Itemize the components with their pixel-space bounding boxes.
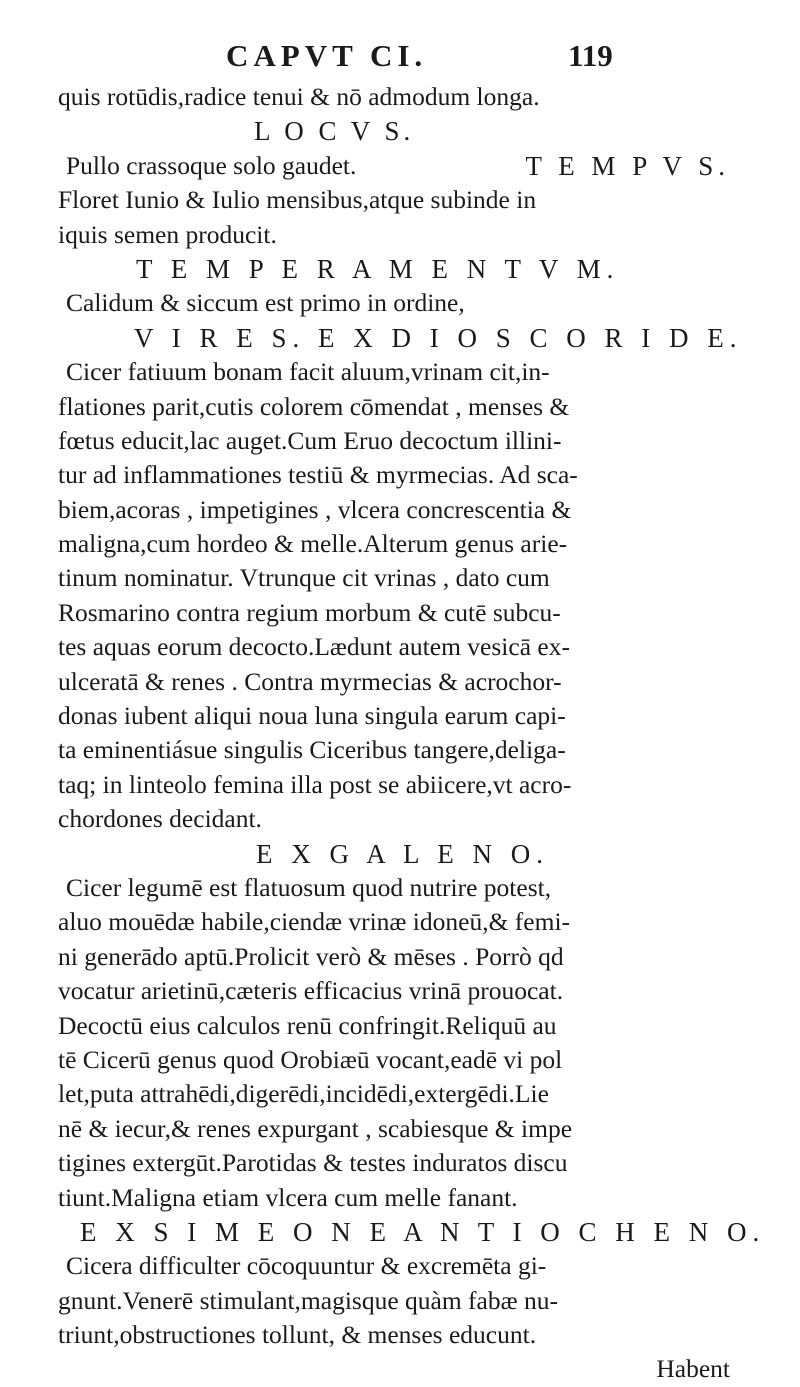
text-line: gnunt.Venerē stimulant,magisque quàm fabæ nu- — [58, 1285, 558, 1315]
section-heading-temperamentum: T E M P E R A M E N T V M. — [136, 253, 620, 284]
section-heading-vires: V I R E S. E X D I O S C O R I D E. — [134, 322, 743, 353]
page-number: 119 — [568, 38, 613, 73]
text-line: vocatur arietinū,cæteris efficacius vrinā prouocat. — [58, 976, 564, 1006]
text-line: maligna,cum hordeo & melle.Alterum genus arie- — [58, 529, 568, 559]
text-line: tes aquas eorum decocto.Lædunt autem vesicā ex- — [58, 632, 570, 662]
section-heading-galeno: E X G A L E N O. — [256, 838, 549, 869]
text-line: taq; in linteolo femina illa post se abiicere,vt acro- — [58, 769, 572, 799]
text-line: Cicer legumē est flatuosum quod nutrire potest, — [66, 872, 552, 902]
text-line: tē Cicerū genus quod Orobiæū vocant,eadē vi pol — [58, 1044, 563, 1074]
text-line: Calidum & siccum est primo in ordine, — [66, 288, 465, 318]
section-heading-simeone: E X S I M E O N E A N T I O C H E N O. — [80, 1216, 766, 1247]
text-line: let,puta attrahēdi,digerēdi,incidēdi,extergēdi.Lie — [58, 1079, 549, 1109]
text-line: Cicera difficulter cōcoquuntur & excremēta gi- — [66, 1251, 547, 1281]
text-line-with-heading — [58, 149, 738, 183]
text-line: tiunt.Maligna etiam vlcera cum melle fanant. — [58, 1182, 518, 1212]
text-line: ta eminentiásue singulis Ciceribus tangere,deliga- — [58, 735, 566, 765]
text-line: quis rotūdis,radice tenui & nō admodum longa. — [58, 82, 540, 111]
text-line: Floret Iunio & Iulio mensibus,atque subinde in — [58, 185, 537, 215]
text-line: tinum nominatur. Vtrunque cit vrinas , dato cum — [58, 563, 550, 593]
text-line: Cicer fatiuum bonam facit aluum,vrinam cit,in- — [66, 357, 550, 387]
body-text — [58, 80, 766, 1387]
text-line: triunt,obstructiones tollunt, & menses educunt. — [58, 1320, 537, 1350]
text-line: aluo mouēdæ habile,ciendæ vrinæ idoneū,& femi- — [58, 907, 571, 937]
section-heading-locus: L O C V S. — [254, 116, 415, 147]
text-line: iquis semen producit. — [58, 219, 277, 249]
text-line: donas iubent aliqui noua luna singula earum capi- — [58, 701, 566, 731]
text-line: tigines extergūt.Parotidas & testes induratos discu — [58, 1148, 568, 1178]
text-line: flationes parit,cutis colorem cōmendat , menses & — [58, 391, 570, 421]
text-line: ni generādo aptū.Prolicit verò & mēses . Porrò qd — [58, 941, 564, 971]
text-line: Pullo crassoque solo gaudet. — [66, 150, 357, 180]
text-line: ulceratā & renes . Contra myrmecias & acrochor- — [58, 666, 562, 696]
text-line: chordones decidant. — [58, 804, 262, 834]
text-line: fœtus educit,lac auget.Cum Eruo decoctum illini- — [58, 425, 562, 455]
text-line: Decoctū eius calculos renū confringit.Reliquū au — [58, 1010, 557, 1040]
section-heading-tempus: T E M P V S. — [525, 150, 730, 181]
text-line: biem,acoras , impetigines , vlcera concrescentia & — [58, 494, 572, 524]
page-header — [0, 38, 800, 82]
catchword: Habent — [656, 1354, 730, 1384]
text-line: nē & iecur,& renes expurgant , scabiesque & impe — [58, 1113, 573, 1143]
running-title: CAPVT CI. — [226, 38, 428, 73]
text-line: Rosmarino contra regium morbum & cutē subcu- — [58, 597, 561, 627]
text-line: tur ad inflammationes testiū & myrmecias. Ad sca- — [58, 460, 578, 490]
